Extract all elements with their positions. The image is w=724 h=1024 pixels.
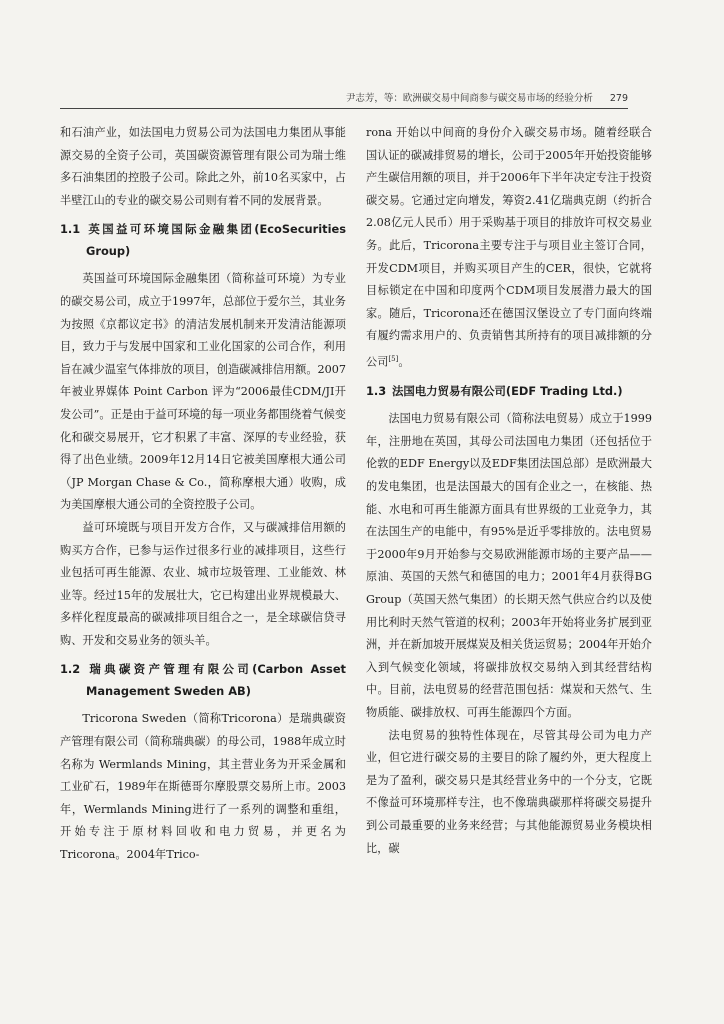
paragraph: 英国益可环境国际金融集团（简称益可环境）为专业的碳交易公司，成立于1997年，总部位于爱尔兰，其业务为按照《京都议定书》的清洁发展机制来开发清洁能源项目，致力于与发展中国家和工业化国家的公司合作，利用旨在减少温室气体排放的项目，创造碳减排信用额。2007年被业界媒体 Point Carbon 评为“2006最佳CDM/JI开发公司”。正是由于益可环境的每一项业务都围绕着气候变化和碳交易展开，它才积累了丰富、深厚的专业经验，获得了出色业绩。2009年12月14日它被美国摩根大通公司（JP Morgan Chase & Co.，简称摩根大通）收购，成为美国摩根大通公司的全资控股子公司。 — [60, 272, 346, 512]
section-number: 1.2 — [60, 662, 81, 677]
section-title: 瑞典碳资产管理有限公司(Carbon Asset Management Sweden AB) — [86, 662, 346, 699]
paragraph: Tricorona Sweden（简称Tricorona）是瑞典碳资产管理有限公司（简称瑞典碳）的母公司，1988年成立时名称为 Wermlands Mining，其主营业务为开采金属和工业矿石，1989年在斯德哥尔摩股票交易所上市。2003年，Wermlands Mining进行了一系列的调整和重组，开始专注于原材料回收和电力贸易，并更名为Tricorona。2004年Trico- — [60, 712, 346, 862]
section-title: 英国益可环境国际金融集团(EcoSecurities Group) — [86, 222, 346, 259]
reference-marker: [5] — [388, 354, 399, 363]
section-heading-1-2 — [60, 658, 346, 702]
paragraph: 法电贸易的独特性体现在，尽管其母公司为电力产业，但它进行碳交易的主要目的除了履约外，更大程度上是为了盈利，碳交易只是其经营业务中的一个分支，它既不像益可环境那样专注，也不像瑞典碳那样将碳交易提升到公司最重要的业务来经营；与其他能源贸易业务模块相比，碳 — [366, 728, 652, 855]
paragraph-end: 。 — [398, 355, 410, 369]
section-title: 法国电力贸易有限公司(EDF Trading Ltd.) — [392, 384, 623, 399]
page-number: 279 — [609, 93, 628, 104]
running-header — [60, 90, 628, 106]
section-heading-1-3 — [366, 380, 652, 402]
paragraph-text: rona 开始以中间商的身份介入碳交易市场。随着经联合国认证的碳减排贸易的增长，公司于2005年开始投资能够产生碳信用额的项目，并于2006年下半年决定专注于投资碳交易。它通过定向增发，筹资2.41亿瑞典克朗（约折合2.08亿元人民币）用于采购基于项目的排放许可权交易业务。此后，Tricorona主要专注于与项目业主签订合同，开发CDM项目，并购买项目产生的CER，很快，它就将目标锁定在中国和印度两个CDM项目发展潜力最大的国家。随后，Tricorona还在德国汉堡设立了专门面向终端有履约需求用户的、负责销售其所持有的项目减排额的分公司 — [366, 126, 652, 369]
section-number: 1.3 — [366, 384, 387, 399]
running-title: 尹志芳，等：欧洲碳交易中间商参与碳交易市场的经验分析 — [345, 93, 593, 104]
continued-paragraph — [366, 122, 652, 374]
paragraph: 法国电力贸易有限公司（简称法电贸易）成立于1999年，注册地在英国，其母公司法国电力集团（还包括位于伦敦的EDF Energy以及EDF集团法国总部）是欧洲最大的发电集团，也是法国最大的国有企业之一，在核能、热能、水电和可再生能源方面具有世界级的工业竞争力，其在法国生产的电能中，有95%是近乎零排放的。法电贸易于2000年9月开始参与交易欧洲能源市场的主要产品——原油、英国的天然气和德国的电力；2001年4月获得BG Group（英国天然气集团）的长期天然气供应合约以及使用比利时天然气管道的权利；2003年开始将业务扩展到亚洲，并在新加坡开展煤炭及相关货运贸易；2004年开始介入到气候变化领域，将碳排放权交易纳入到其经营结构中。目前，法电贸易的经营范围包括：煤炭和天然气、生物质能、碳排放权、可再生能源四个方面。 — [366, 412, 652, 719]
section-number: 1.1 — [60, 222, 81, 237]
left-column — [60, 122, 346, 867]
intro-paragraph: 和石油产业，如法国电力贸易公司为法国电力集团从事能源交易的全资子公司，英国碳资源管理有限公司为瑞士维多石油集团的控股子公司。除此之外，前10名买家中，占半壁江山的专业的碳交易公司则有着不同的发展背景。 — [60, 126, 346, 207]
header-rule — [60, 108, 628, 109]
paragraph: 益可环境既与项目开发方合作，又与碳减排信用额的购买方合作，已参与运作过很多行业的减排项目，这些行业包括可再生能源、农业、城市垃圾管理、工业能效、林业等。经过15年的发展壮大，它已构建出业界规模最大、多样化程度最高的碳减排项目组合之一，是全球碳信贷寻购、开发和交易业务的领头羊。 — [60, 520, 346, 647]
section-heading-1-1 — [60, 218, 346, 262]
right-column — [366, 122, 652, 860]
